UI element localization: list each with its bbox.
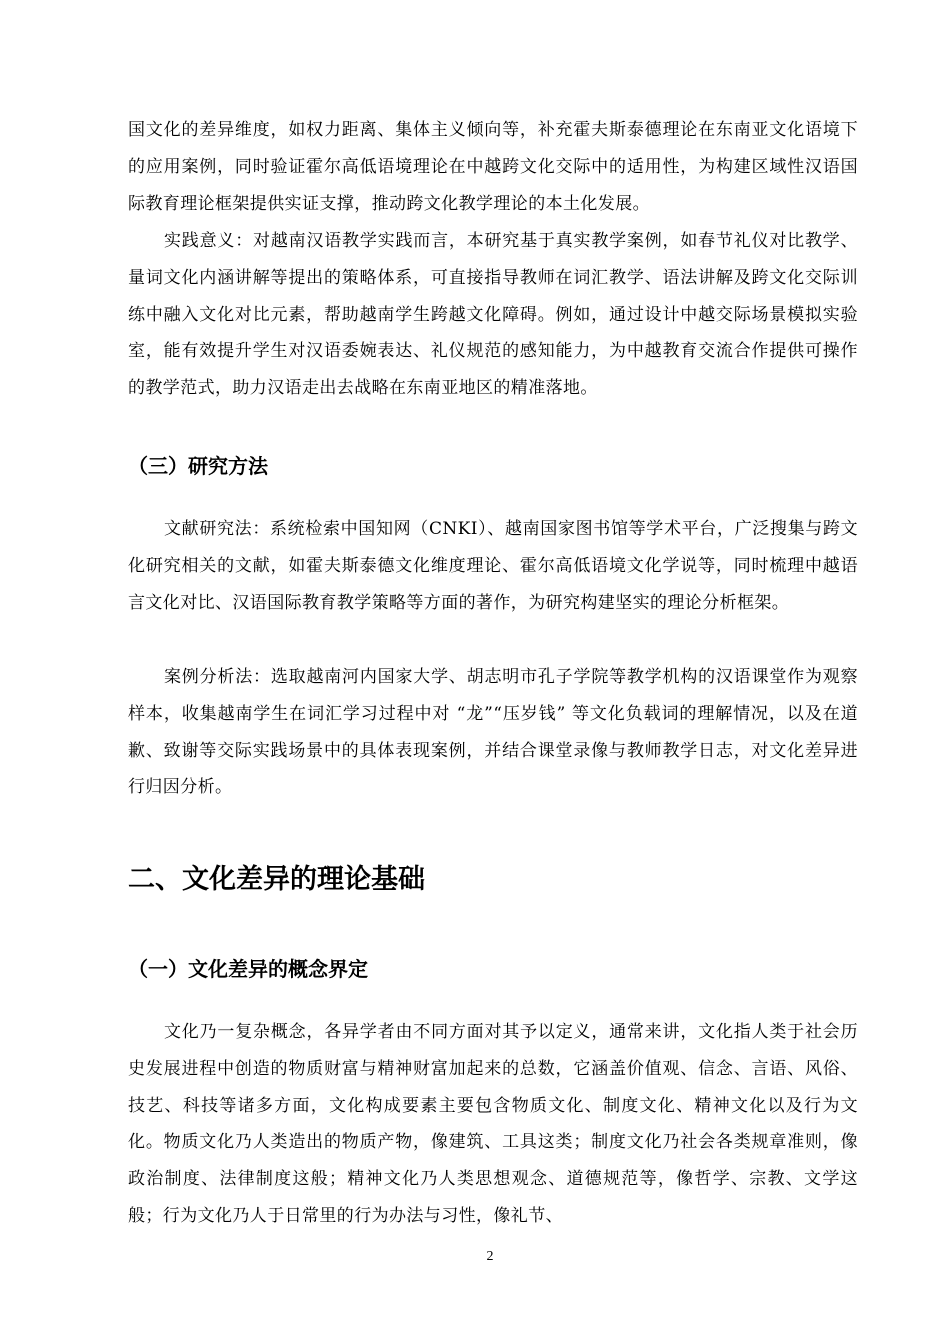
page-number: 2 — [486, 1249, 494, 1264]
paragraph-culture-definition: 文化乃一复杂概念，各异学者由不同方面对其予以定义，通常来讲，文化指人类于社会历史发展进程中创造的物质财富与精神财富加起来的总数，它涵盖价值观、信念、言语、风俗、技艺、科技等诸多方面，文化构成要素主要包含物质文化、制度文化、精神文化以及行为文化。物质文化乃人类造出的物质产物，像建筑、工具这类；制度文化乃社会各类规章准则，像政治制度、法律制度这般；精神文化乃人类思想观念、道德规范等，像哲学、宗教、文学这般；行为文化乃人于日常里的行为办法与习性，像礼节、 — [128, 1022, 858, 1226]
heading-research-methods: （三）研究方法 — [128, 454, 268, 478]
paragraph-practical-significance: 实践意义：对越南汉语教学实践而言，本研究基于真实教学案例，如春节礼仪对比教学、量词文化内涵讲解等提出的策略体系，可直接指导教师在词汇教学、语法讲解及跨文化交际训练中融入文化对比元素，帮助越南学生跨越文化障碍。例如，通过设计中越交际场景模拟实验室，能有效提升学生对汉语委婉表达、礼仪规范的感知能力，为中越教育交流合作提供可操作的教学范式，助力汉语走出去战略在东南亚地区的精准落地。 — [128, 231, 858, 399]
heading-chapter-two: 二、文化差异的理论基础 — [128, 864, 425, 895]
paragraph-literature-research: 文献研究法：系统检索中国知网（CNKI）、越南国家图书馆等学术平台，广泛搜集与跨文化研究相关的文献，如霍夫斯泰德文化维度理论、霍尔高低语境文化学说等，同时梳理中越语言文化对比、汉语国际教育教学策略等方面的著作，为研究构建坚实的理论分析框架。 — [128, 519, 858, 613]
heading-concept-definition: （一）文化差异的概念界定 — [128, 957, 368, 981]
paragraph-theoretical-significance-continued: 国文化的差异维度，如权力距离、集体主义倾向等，补充霍夫斯泰德理论在东南亚文化语境下的应用案例，同时验证霍尔高低语境理论在中越跨文化交际中的适用性，为构建区域性汉语国际教育理论框架提供实证支撑，推动跨文化教学理论的本土化发展。 — [128, 120, 858, 214]
paragraph-case-analysis: 案例分析法：选取越南河内国家大学、胡志明市孔子学院等教学机构的汉语课堂作为观察样本，收集越南学生在词汇学习过程中对 “龙”“压岁钱” 等文化负载词的理解情况，以及在道歉、致谢等交际实践场景中的具体表现案例，并结合课堂录像与教师教学日志，对文化差异进行归因分析。 — [128, 667, 858, 798]
